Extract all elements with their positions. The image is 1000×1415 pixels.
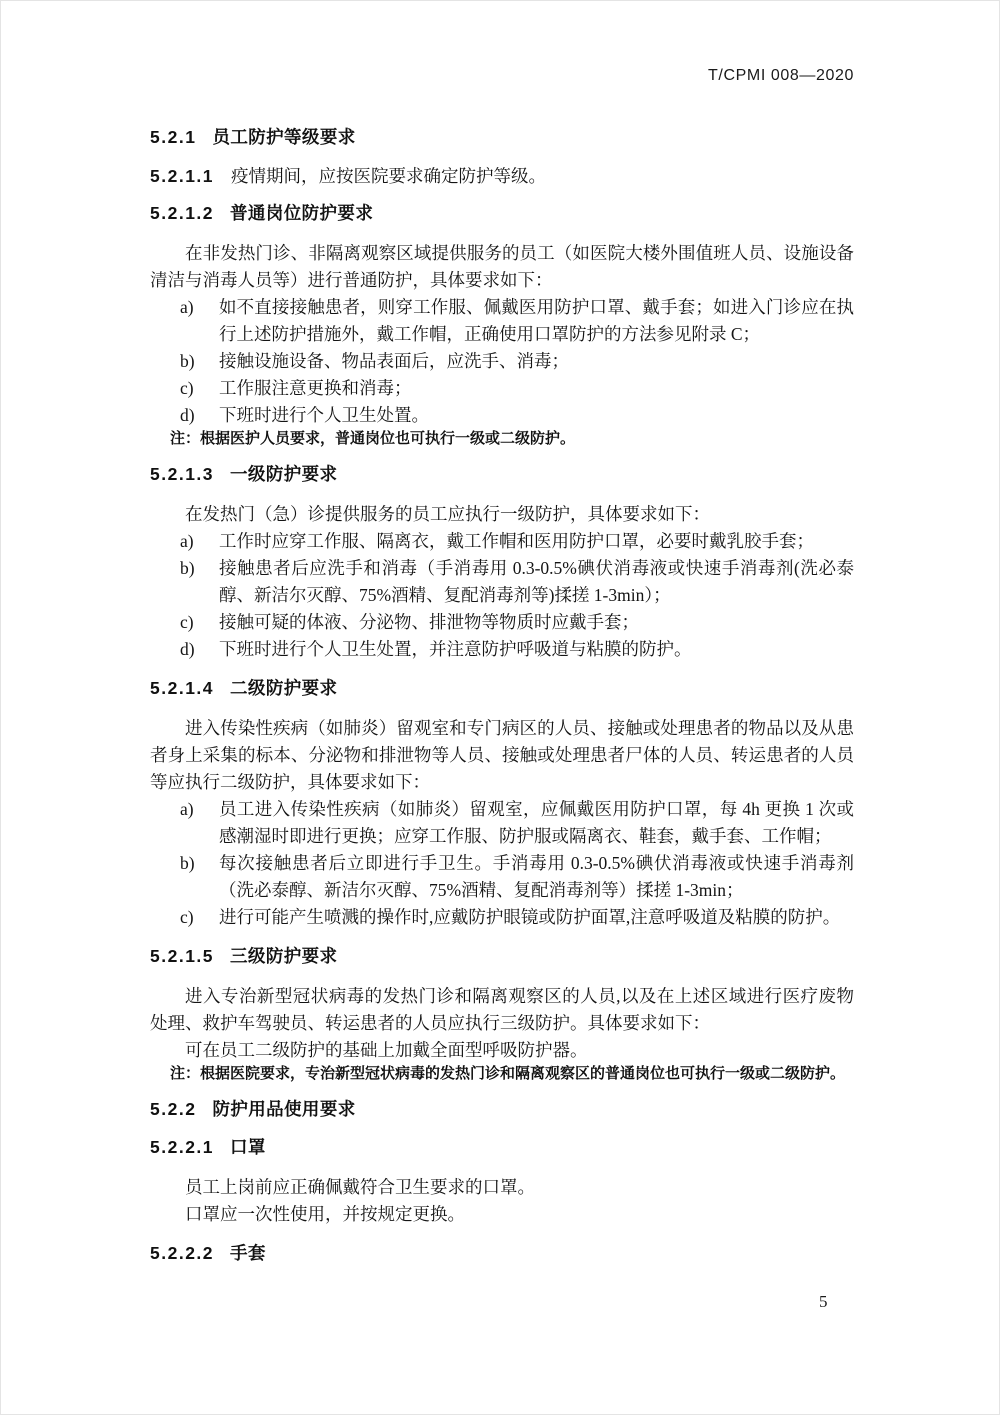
list-marker: c) bbox=[180, 612, 194, 632]
list-marker: b) bbox=[180, 351, 195, 371]
list-text: 下班时进行个人卫生处置，并注意防护呼吸道与粘膜的防护。 bbox=[219, 639, 692, 659]
list-text: 接触设施设备、物品表面后，应洗手、消毒； bbox=[219, 351, 569, 371]
list-item bbox=[150, 402, 854, 429]
paragraph-general-intro: 在非发热门诊、非隔离观察区域提供服务的员工（如医院大楼外围值班人员、设施设备清洁与消毒人员等）进行普通防护，具体要求如下： bbox=[150, 243, 854, 290]
list-text: 接触可疑的体液、分泌物、排泄物等物质时应戴手套； bbox=[219, 612, 639, 632]
heading-5-2-1-4 bbox=[150, 677, 854, 699]
paragraph-level3-intro: 进入专治新型冠状病毒的发热门诊和隔离观察区的人员,以及在上述区域进行医疗废物处理、救护车驾驶员、转运患者的人员应执行三级防护。具体要求如下： bbox=[150, 986, 854, 1033]
list-marker: a) bbox=[180, 297, 194, 317]
note-general: 注：根据医护人员要求，普通岗位也可执行一级或二级防护。 bbox=[170, 430, 576, 447]
heading-5-2-2 bbox=[150, 1098, 854, 1120]
list-text: 进行可能产生喷溅的操作时,应戴防护眼镜或防护面罩,注意呼吸道及粘膜的防护。 bbox=[219, 907, 841, 927]
heading-number: 5.2.1 bbox=[150, 127, 197, 147]
list-marker: c) bbox=[180, 907, 194, 927]
list-item bbox=[150, 528, 854, 555]
list-marker: b) bbox=[180, 853, 195, 873]
heading-5-2-1-2 bbox=[150, 202, 854, 224]
list-text: 工作时应穿工作服、隔离衣，戴工作帽和医用防护口罩，必要时戴乳胶手套； bbox=[219, 531, 814, 551]
list-item bbox=[150, 348, 854, 375]
heading-5-2-2-2 bbox=[150, 1242, 854, 1264]
heading-5-2-2-1 bbox=[150, 1136, 854, 1158]
heading-title: 防护用品使用要求 bbox=[212, 1099, 356, 1119]
clause-text: 疫情期间，应按医院要求确定防护等级。 bbox=[231, 166, 547, 186]
heading-number: 5.2.1.3 bbox=[150, 464, 215, 484]
heading-title: 口罩 bbox=[230, 1137, 266, 1157]
list-marker: c) bbox=[180, 378, 194, 398]
list-item bbox=[150, 796, 854, 850]
heading-title: 员工防护等级要求 bbox=[212, 127, 356, 147]
list-item bbox=[150, 555, 854, 609]
heading-5-2-1-5 bbox=[150, 945, 854, 967]
heading-number: 5.2.1.2 bbox=[150, 203, 215, 223]
paragraph-mask-1: 员工上岗前应正确佩戴符合卫生要求的口罩。 bbox=[185, 1177, 535, 1197]
list-marker: a) bbox=[180, 531, 194, 551]
page-number: 5 bbox=[819, 1292, 828, 1311]
list-level1-protection bbox=[150, 528, 854, 663]
list-marker: d) bbox=[180, 405, 195, 425]
list-text: 每次接触患者后立即进行手卫生。手消毒用 0.3-0.5%碘伏消毒液或快速手消毒剂（洗必泰醇、新洁尔灭醇、75%酒精、复配消毒剂等）揉搓 1-3min； bbox=[219, 853, 854, 900]
page-content bbox=[150, 67, 854, 1280]
list-text: 下班时进行个人卫生处置。 bbox=[219, 405, 429, 425]
list-marker: a) bbox=[180, 799, 194, 819]
list-text: 接触患者后应洗手和消毒（手消毒用 0.3-0.5%碘伏消毒液或快速手消毒剂(洗必泰醇、新洁尔灭醇、75%酒精、复配消毒剂等)揉搓 1-3min）； bbox=[219, 558, 854, 605]
list-item bbox=[150, 636, 854, 663]
heading-number: 5.2.2 bbox=[150, 1099, 197, 1119]
list-item bbox=[150, 294, 854, 348]
heading-number: 5.2.2.1 bbox=[150, 1137, 215, 1157]
standard-number: T/CPMI 008—2020 bbox=[708, 67, 854, 84]
clause-5-2-1-1 bbox=[150, 164, 854, 188]
paragraph-level1-intro: 在发热门（急）诊提供服务的员工应执行一级防护，具体要求如下： bbox=[185, 504, 710, 524]
paragraph-level3-detail: 可在员工二级防护的基础上加戴全面型呼吸防护器。 bbox=[185, 1040, 588, 1060]
list-marker: b) bbox=[180, 558, 195, 578]
list-item bbox=[150, 850, 854, 904]
list-item bbox=[150, 904, 854, 931]
heading-title: 二级防护要求 bbox=[230, 678, 338, 698]
heading-title: 一级防护要求 bbox=[230, 464, 338, 484]
heading-5-2-1 bbox=[150, 126, 854, 148]
list-text: 员工进入传染性疾病（如肺炎）留观室，应佩戴医用防护口罩，每 4h 更换 1 次或感潮湿时即进行更换；应穿工作服、防护服或隔离衣、鞋套，戴手套、工作帽； bbox=[219, 799, 854, 846]
heading-number: 5.2.2.2 bbox=[150, 1243, 215, 1263]
paragraph-mask-2: 口罩应一次性使用，并按规定更换。 bbox=[185, 1204, 465, 1224]
heading-title: 三级防护要求 bbox=[230, 946, 338, 966]
heading-title: 普通岗位防护要求 bbox=[230, 203, 374, 223]
list-general-protection bbox=[150, 294, 854, 429]
list-text: 工作服注意更换和消毒； bbox=[219, 378, 412, 398]
heading-number: 5.2.1.5 bbox=[150, 946, 215, 966]
clause-number: 5.2.1.1 bbox=[150, 166, 215, 186]
heading-number: 5.2.1.4 bbox=[150, 678, 215, 698]
paragraph-level2-intro: 进入传染性疾病（如肺炎）留观室和专门病区的人员、接触或处理患者的物品以及从患者身上采集的标本、分泌物和排泄物等人员、接触或处理患者尸体的人员、转运患者的人员等应执行二级防护，具体要求如下： bbox=[150, 718, 854, 792]
list-level2-protection bbox=[150, 796, 854, 931]
list-marker: d) bbox=[180, 639, 195, 659]
list-text: 如不直接接触患者，则穿工作服、佩戴医用防护口罩、戴手套；如进入门诊应在执行上述防护措施外，戴工作帽，正确使用口罩防护的方法参见附录 C； bbox=[219, 297, 854, 344]
list-item bbox=[150, 375, 854, 402]
heading-title: 手套 bbox=[230, 1243, 266, 1263]
list-item bbox=[150, 609, 854, 636]
note-level3: 注：根据医院要求，专治新型冠状病毒的发热门诊和隔离观察区的普通岗位也可执行一级或二级防护。 bbox=[170, 1065, 846, 1082]
heading-5-2-1-3 bbox=[150, 463, 854, 485]
